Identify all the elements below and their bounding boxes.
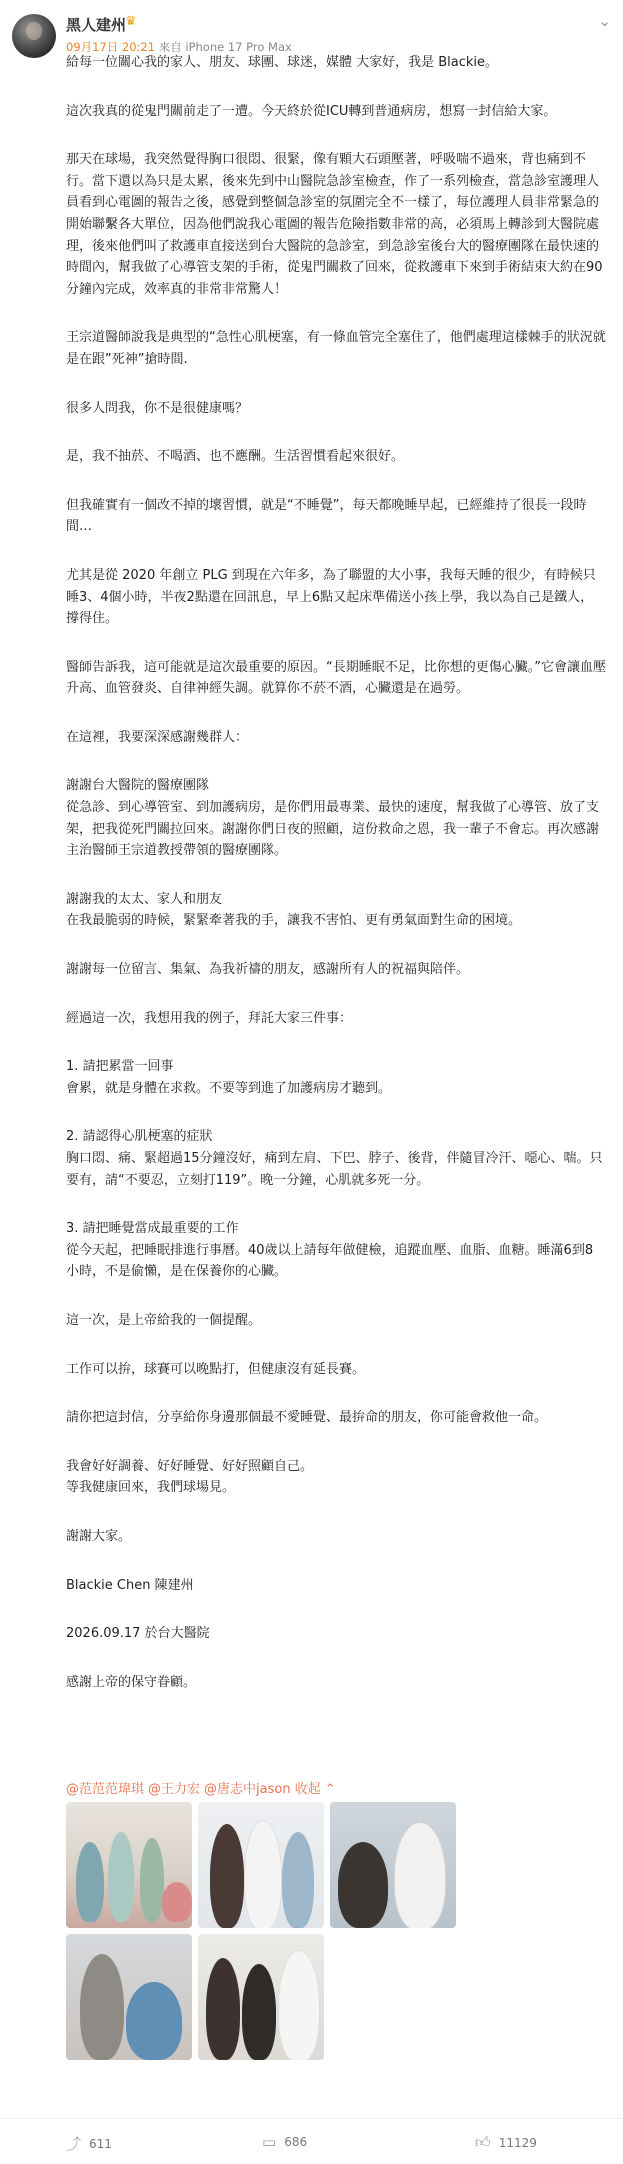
post-paragraph: 經過這一次，我想用我的例子，拜託大家三件事：: [66, 1010, 353, 1026]
post-paragraph: 2. 請認得心肌梗塞的症狀 胸口悶、痛、緊超過15分鐘沒好，痛到左肩、下巴、脖子、後背，伴隨冒冷汗、噁心、喘。只要有，請“不要忍，立刻打119”。晚一分鐘，心肌就多死一分。: [66, 1129, 603, 1188]
post-paragraph: 謝謝我的太太、家人和朋友 在我最脆弱的時候，緊緊牽著我的手，讓我不害怕、更有勇氣面對生命的困境。: [66, 891, 522, 929]
like-count: 11129: [498, 2135, 537, 2150]
comment-button[interactable]: [262, 2133, 307, 2151]
post-paragraph: 3. 請把睡覺當成最重要的工作 從今天起，把睡眠排進行事曆。40歲以上請每年做健檢，追蹤血壓、血脂、血糖。睡滿6到8小時，不是偷懶，是在保養你的心臟。: [66, 1221, 594, 1280]
photo-couple-with-doctor[interactable]: [198, 1802, 324, 1928]
post-paragraph: 在這裡，我要深深感謝幾群人：: [66, 729, 249, 745]
action-bar: [0, 2118, 623, 2164]
like-icon: 👍︎: [475, 2133, 491, 2151]
post-paragraph: 謝謝台大醫院的醫療團隊 從急診、到心導管室、到加護病房，是你們用最專業、最快的速度，幫我做了心導管、放了支架，把我從死門關拉回來。謝謝你們日夜的照顧，這份救命之恩，我一輩子不會忘。再次感謝主治醫師王宗道教授帶領的醫療團隊。: [66, 778, 600, 859]
post-paragraph: Blackie Chen 陳建州: [66, 1577, 194, 1593]
post-paragraph: 給每一位關心我的家人、朋友、球團、球迷，媒體 大家好，我是 Blackie。: [66, 55, 499, 70]
mention-tags: [66, 1778, 340, 1797]
photo-visitor-selfie[interactable]: [66, 1934, 192, 2060]
post-paragraph: 工作可以拚，球賽可以晚點打，但健康沒有延長賽。: [66, 1361, 366, 1377]
post-paragraph: 這一次，是上帝給我的一個提醒。: [66, 1312, 262, 1328]
post-paragraph: 是，我不抽菸、不喝酒、也不應酬。生活習慣看起來很好。: [66, 449, 405, 465]
post-paragraph: 那天在球場，我突然覺得胸口很悶、很緊，像有顆大石頭壓著，呼吸喘不過來，背也痛到不行。當下還以為只是太累，後來先到中山醫院急診室檢查，作了一系列檢查，當急診室護理人員看到心電圖的報告之後，感覺到整個急診室的氛圍完全不一樣了，每位護理人員非常緊急的開始聯繫各大單位，因為他們說我心電圖的報告危險指數非常的高，必須馬上轉診到大醫院處理，後來他們叫了救護車直接送到台大醫院的急診室，到急診室後台大的醫療團隊在最快速的時間內，幫我做了心導管支架的手術，從鬼門關救了回來，從救護車下來到手術結束大約在90分鐘內完成，效率真的非常非常驚人！: [66, 152, 603, 297]
comment-icon: ▭: [262, 2133, 277, 2151]
post-paragraph: 謝謝每一位留言、集氣、為我祈禱的朋友，感謝所有人的祝福與陪伴。: [66, 962, 470, 978]
photo-hospital-bed-visit[interactable]: [66, 1802, 192, 1928]
post-paragraph: 很多人問我，你不是很健康嗎？: [66, 400, 249, 416]
post-paragraph: 1. 請把累當一回事 會累，就是身體在求救。不要等到進了加護病房才聽到。: [66, 1059, 392, 1096]
photo-patient-with-doctor[interactable]: [330, 1802, 456, 1928]
photo-couple-with-doctor-2[interactable]: [198, 1934, 324, 2060]
author-name[interactable]: 黑人建州: [66, 16, 127, 34]
comment-count: 686: [284, 2135, 308, 2149]
share-button[interactable]: [66, 2133, 112, 2154]
post-paragraph: 謝謝大家。: [66, 1528, 132, 1544]
mention-tag[interactable]: @唐志中jason: [204, 1782, 291, 1797]
post-paragraph: 王宗道醫師說我是典型的“急性心肌梗塞，有一條血管完全塞住了，他們處理這樣棘手的狀況就是在跟”死神”搶時間.: [66, 330, 606, 367]
post-paragraph: 但我確實有一個改不掉的壞習慣，就是“不睡覺”，每天都晚睡早起，已經維持了很長一段時間…: [66, 497, 587, 535]
post-paragraph: 我會好好調養、好好睡覺、好好照顧自己。 等我健康回來，我們球場見。: [66, 1458, 314, 1496]
post-paragraph: 請你把這封信，分享給你身邊那個最不愛睡覺、最拚命的朋友，你可能會救他一命。: [66, 1410, 548, 1426]
crown-icon: ♛: [125, 14, 137, 29]
collapse-link[interactable]: 收起 ⌃: [294, 1782, 336, 1797]
mention-tag[interactable]: @范范范瑋琪: [66, 1782, 145, 1797]
post-content: [66, 52, 606, 1720]
post-paragraph: 醫師告訴我，這可能就是這次最重要的原因。“長期睡眠不足，比你想的更傷心臟。”它會讓血壓升高、血管發炎、自律神經失調。就算你不菸不酒，心臟還是在過勞。: [66, 659, 606, 697]
share-icon: ⤴: [66, 2135, 82, 2153]
mention-tag[interactable]: @王力宏: [148, 1782, 201, 1797]
post-paragraph: 2026.09.17 於台大醫院: [66, 1626, 210, 1642]
chevron-down-icon[interactable]: ⌄: [598, 12, 611, 30]
post-date[interactable]: 09月17日 20:21: [66, 40, 156, 54]
post-source: 來自 iPhone 17 Pro Max: [155, 40, 292, 54]
post-paragraph: 感謝上帝的保守眷顧。: [66, 1674, 197, 1690]
avatar[interactable]: [12, 14, 56, 58]
post-paragraph: 這次我真的從鬼門關前走了一遭。今天終於從ICU轉到普通病房，想寫一封信給大家。: [66, 103, 557, 119]
like-button[interactable]: [475, 2133, 537, 2152]
post-paragraph: 尤其是從 2020 年創立 PLG 到現在六年多，為了聯盟的大小事，我每天睡的很少，有時候只睡3、4個小時，半夜2點還在回訊息，早上6點又起床準備送小孩上學，我以為自己是鐵人，撐得住。: [66, 567, 596, 627]
share-count: 611: [89, 2136, 112, 2151]
